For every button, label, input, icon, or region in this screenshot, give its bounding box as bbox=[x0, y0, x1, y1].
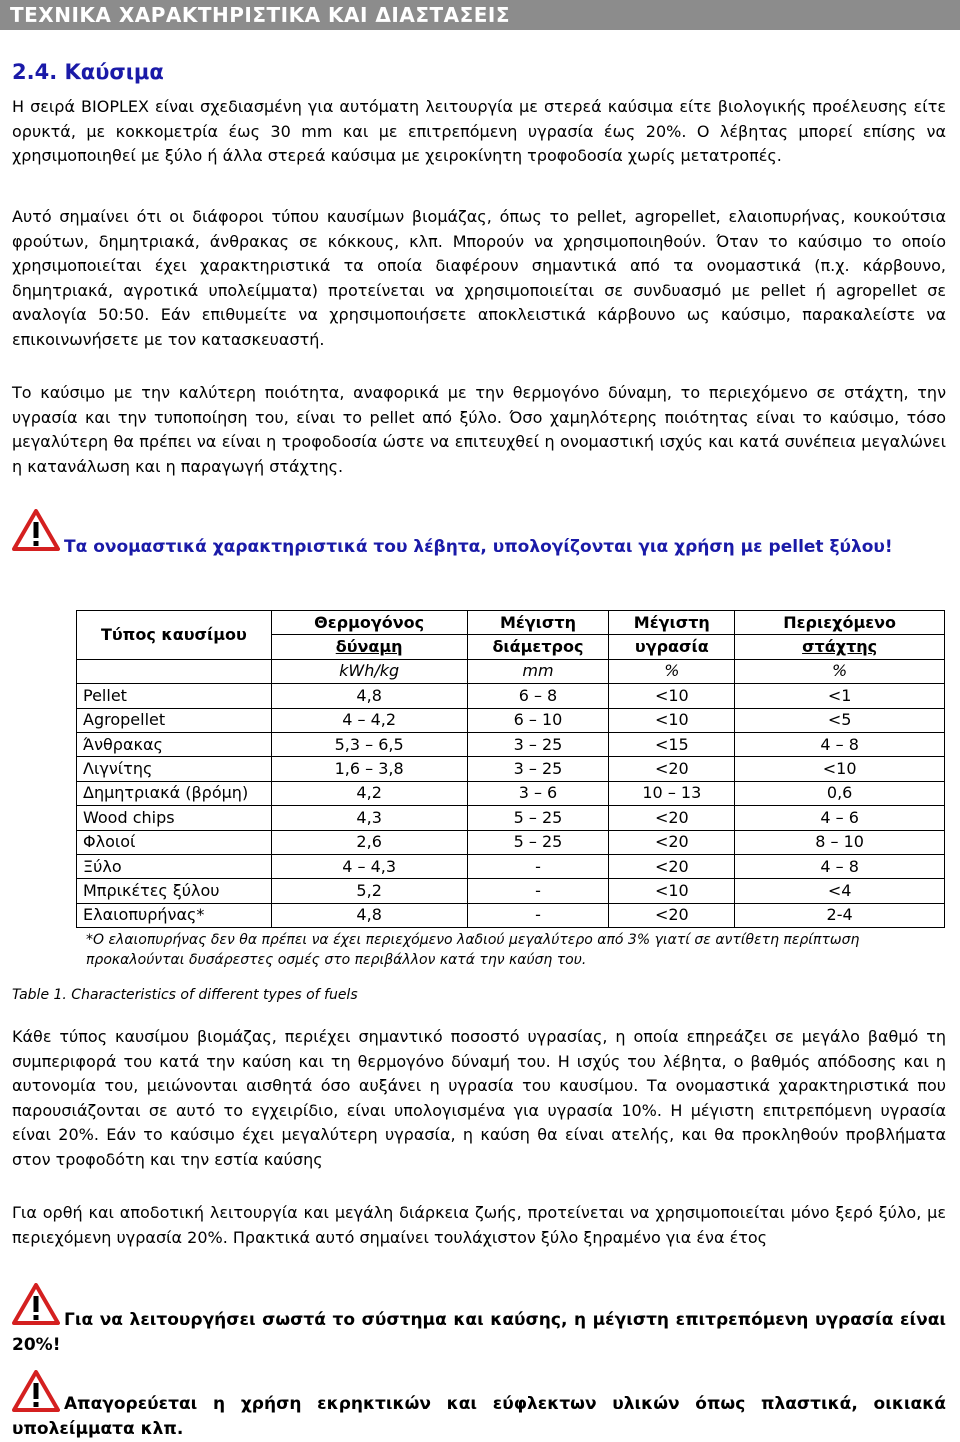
fuel-row bbox=[77, 708, 945, 732]
fuel-value-cell: 3 – 25 bbox=[467, 732, 609, 756]
units-row bbox=[77, 659, 945, 683]
fuel-value-cell: 4,2 bbox=[271, 781, 467, 805]
fuel-value-cell: 2-4 bbox=[735, 903, 945, 927]
paragraph-quality: Το καύσιμο με την καλύτερη ποιότητα, αναφορικά με την θερμογόνο δύναμη, το περιεχόμενο σε στάχτη, την υγρασία και την τυποποίηση του, είναι το pellet από ξύλο. Όσο χαμηλότερης ποιότητας είναι το καύσιμο, τόσο μεγαλύτερη θα πρέπει να είναι η τροφοδοσία ώστε να επιτευχθεί η ονομαστική ισχύς και κατά συνέπεια μεγαλώνει η κατανάλωση και η παραγωγή στάχτης. bbox=[12, 383, 946, 476]
fuel-value-cell: <20 bbox=[609, 854, 735, 878]
paragraph-intro: Η σειρά BIOPLEX είναι σχεδιασμένη για αυτόματη λειτουργία με στερεά καύσιμα είτε βιολογικής προέλευσης είτε ορυκτά, με κοκκομετρία έως 30 mm και με επιτρεπόμενη υγρασία έως 20%. Ο λέβητας μπορεί επίσης να χρησιμοποιηθεί με ξύλο ή άλλα στερεά καύσιμα με χειροκίνητη τροφοδοσία χωρίς μετατροπές. bbox=[12, 97, 946, 165]
fuel-value-cell: <10 bbox=[735, 757, 945, 781]
fuel-value-cell: 4,3 bbox=[271, 806, 467, 830]
fuel-value-cell: 6 – 10 bbox=[467, 708, 609, 732]
fuel-characteristics-table bbox=[76, 610, 945, 928]
paragraph-humidity: Κάθε τύπος καυσίμου βιομάζας, περιέχει σημαντικό ποσοστό υγρασίας, η οποία επηρεάζει σε μεγάλο βαθμό τη συμπεριφορά του κατά την καύση και τη θερμογόνο δύναμή του. Η ισχύς του λέβητα, ο βαθμός απόδοσης και η αυτονομία του, μειώνονται αισθητά όσο αυξάνει η υγρασία του καυσίμου. Τα ονομαστικά χαρακτηριστικά που παρουσιάζονται σε αυτό το εγχειρίδιο, είναι υπολογισμένα για υγρασία 10%. Η μέγιστη επιτρεπόμενη υγρασία είναι 20%. Εάν το καύσιμο έχει μεγαλύτερη υγρασία, η καύση θα είναι ατελής, και θα προκληθούν προβλήματα στον τροφοδότη και την εστία καύσης bbox=[12, 1027, 946, 1169]
fuel-value-cell: <15 bbox=[609, 732, 735, 756]
header-ash-content-2: στάχτης bbox=[802, 637, 878, 657]
paragraph-fuels: Αυτό σημαίνει ότι οι διάφοροι τύπου καυσίμων βιομάζας, όπως το pellet, agropellet, ελαιοπυρήνας, κουκούτσια φρούτων, δημητριακά, άνθρακας σε κόκκους, κλπ. Μπορούν να χρησιμοποιηθούν. Όταν το καύσιμο το οποίο χρησιμοποιείται έχει χαρακτηριστικά τα οποία διαφέρουν σημαντικά από τα ονομαστικά (π.χ. κάρβουνο, δημητριακά, αγροτικά υπολείμματα) προτείνεται να χρησιμοποιείται σε συνδυασμό με pellet ή agropellet σε αναλογία 50:50. Εάν επιθυμείτε να χρησιμοποιήσετε αποκλειστικά κάρβουνο ως καύσιμο, παρακαλείστε να επικοινωνήσετε με τον κατασκευαστή. bbox=[12, 207, 946, 349]
fuel-value-cell: 4 – 4,3 bbox=[271, 854, 467, 878]
fuel-value-cell: 4 – 4,2 bbox=[271, 708, 467, 732]
header-fuel-type: Τύπος καυσίμου bbox=[77, 611, 272, 660]
warning-forbidden-materials: Απαγορεύεται η χρήση εκρηκτικών και εύφλεκτων υλικών όπως πλαστικά, οικιακά υπολείμματα κλπ. bbox=[12, 1394, 946, 1439]
fuel-value-cell: <5 bbox=[735, 708, 945, 732]
fuel-value-cell: <10 bbox=[609, 684, 735, 708]
fuel-name-cell: Ξύλο bbox=[77, 854, 272, 878]
fuel-value-cell: 4 – 8 bbox=[735, 732, 945, 756]
fuel-value-cell: <4 bbox=[735, 879, 945, 903]
fuel-row bbox=[77, 684, 945, 708]
fuel-value-cell: 5 – 25 bbox=[467, 830, 609, 854]
fuel-row bbox=[77, 879, 945, 903]
table-caption: Table 1. Characteristics of different types of fuels bbox=[12, 987, 358, 1003]
fuel-value-cell: - bbox=[467, 879, 609, 903]
header-heating-value-2: δύναμη bbox=[335, 637, 403, 657]
fuel-name-cell: Wood chips bbox=[77, 806, 272, 830]
fuel-value-cell: - bbox=[467, 854, 609, 878]
fuel-row bbox=[77, 757, 945, 781]
unit-cell: % bbox=[735, 659, 945, 683]
fuel-value-cell: 1,6 – 3,8 bbox=[271, 757, 467, 781]
table-footnote: *Ο ελαιοπυρήνας δεν θα πρέπει να έχει περιεχόμενο λαδιού μεγαλύτερο από 3% γιατί σε αντίθετη περίπτωση προκαλούνται δυσάρεστες οσμές στο περιβάλλον κατά την καύση του. bbox=[86, 932, 860, 968]
fuel-name-cell: Pellet bbox=[77, 684, 272, 708]
fuel-value-cell: <20 bbox=[609, 806, 735, 830]
unit-cell: mm bbox=[467, 659, 609, 683]
fuel-row bbox=[77, 903, 945, 927]
header-max-diameter-1: Μέγιστη bbox=[467, 611, 609, 635]
warning-nominal-pellet bbox=[12, 535, 946, 560]
fuel-name-cell: Λιγνίτης bbox=[77, 757, 272, 781]
fuel-value-cell: 5,3 – 6,5 bbox=[271, 732, 467, 756]
unit-cell: % bbox=[609, 659, 735, 683]
fuel-value-cell: 2,6 bbox=[271, 830, 467, 854]
fuel-row bbox=[77, 781, 945, 805]
fuel-value-cell: 0,6 bbox=[735, 781, 945, 805]
fuel-value-cell: 6 – 8 bbox=[467, 684, 609, 708]
fuel-value-cell: 5 – 25 bbox=[467, 806, 609, 830]
fuel-name-cell: Άνθρακας bbox=[77, 732, 272, 756]
fuel-value-cell: 4 – 8 bbox=[735, 854, 945, 878]
fuel-value-cell: 8 – 10 bbox=[735, 830, 945, 854]
section-title: 2.4. Καύσιμα bbox=[12, 60, 164, 84]
chapter-banner: ΤΕΧΝΙΚΑ ΧΑΡΑΚΤΗΡΙΣΤΙΚΑ ΚΑΙ ΔΙΑΣΤΑΣΕΙΣ bbox=[0, 0, 960, 30]
fuel-value-cell: 4,8 bbox=[271, 684, 467, 708]
fuel-value-cell: 3 – 25 bbox=[467, 757, 609, 781]
units-empty-cell bbox=[77, 659, 272, 683]
fuel-name-cell: Μπρικέτες ξύλου bbox=[77, 879, 272, 903]
fuel-value-cell: <1 bbox=[735, 684, 945, 708]
fuel-value-cell: 4,8 bbox=[271, 903, 467, 927]
warning-text: Τα ονομαστικά χαρακτηριστικά του λέβητα, υπολογίζονται για χρήση με pellet ξύλου! bbox=[64, 537, 893, 557]
paragraph-dry-wood: Για ορθή και αποδοτική λειτουργία και μεγάλη διάρκεια ζωής, προτείνεται να χρησιμοποιείται μόνο ξερό ξύλο, με περιεχόμενη υγρασία 20%. Πρακτικά αυτό σημαίνει τουλάχιστον ξύλο ξηραμένο για ένα έτος bbox=[12, 1203, 946, 1247]
header-max-diameter-2: διάμετρος bbox=[467, 635, 609, 659]
fuel-value-cell: <20 bbox=[609, 903, 735, 927]
fuel-name-cell: Ελαιοπυρήνας* bbox=[77, 903, 272, 927]
fuel-row bbox=[77, 854, 945, 878]
fuel-row bbox=[77, 806, 945, 830]
header-heating-value-1: Θερμογόνος bbox=[271, 611, 467, 635]
fuel-name-cell: Δημητριακά (βρόμη) bbox=[77, 781, 272, 805]
header-max-humidity-2: υγρασία bbox=[609, 635, 735, 659]
fuel-value-cell: 4 – 6 bbox=[735, 806, 945, 830]
fuel-row bbox=[77, 732, 945, 756]
fuel-value-cell: <20 bbox=[609, 830, 735, 854]
fuel-value-cell: 10 – 13 bbox=[609, 781, 735, 805]
fuel-value-cell: 3 – 6 bbox=[467, 781, 609, 805]
fuel-value-cell: 5,2 bbox=[271, 879, 467, 903]
fuel-row bbox=[77, 830, 945, 854]
unit-cell: kWh/kg bbox=[271, 659, 467, 683]
header-max-humidity-1: Μέγιστη bbox=[609, 611, 735, 635]
fuel-value-cell: <10 bbox=[609, 708, 735, 732]
warning-max-humidity: Για να λειτουργήσει σωστά το σύστημα και καύσης, η μέγιστη επιτρεπόμενη υγρασία είναι 20%! bbox=[12, 1310, 946, 1355]
fuel-value-cell: <10 bbox=[609, 879, 735, 903]
fuel-name-cell: Agropellet bbox=[77, 708, 272, 732]
fuel-name-cell: Φλοιοί bbox=[77, 830, 272, 854]
header-ash-content-1: Περιεχόμενο bbox=[735, 611, 945, 635]
fuel-value-cell: - bbox=[467, 903, 609, 927]
fuel-value-cell: <20 bbox=[609, 757, 735, 781]
